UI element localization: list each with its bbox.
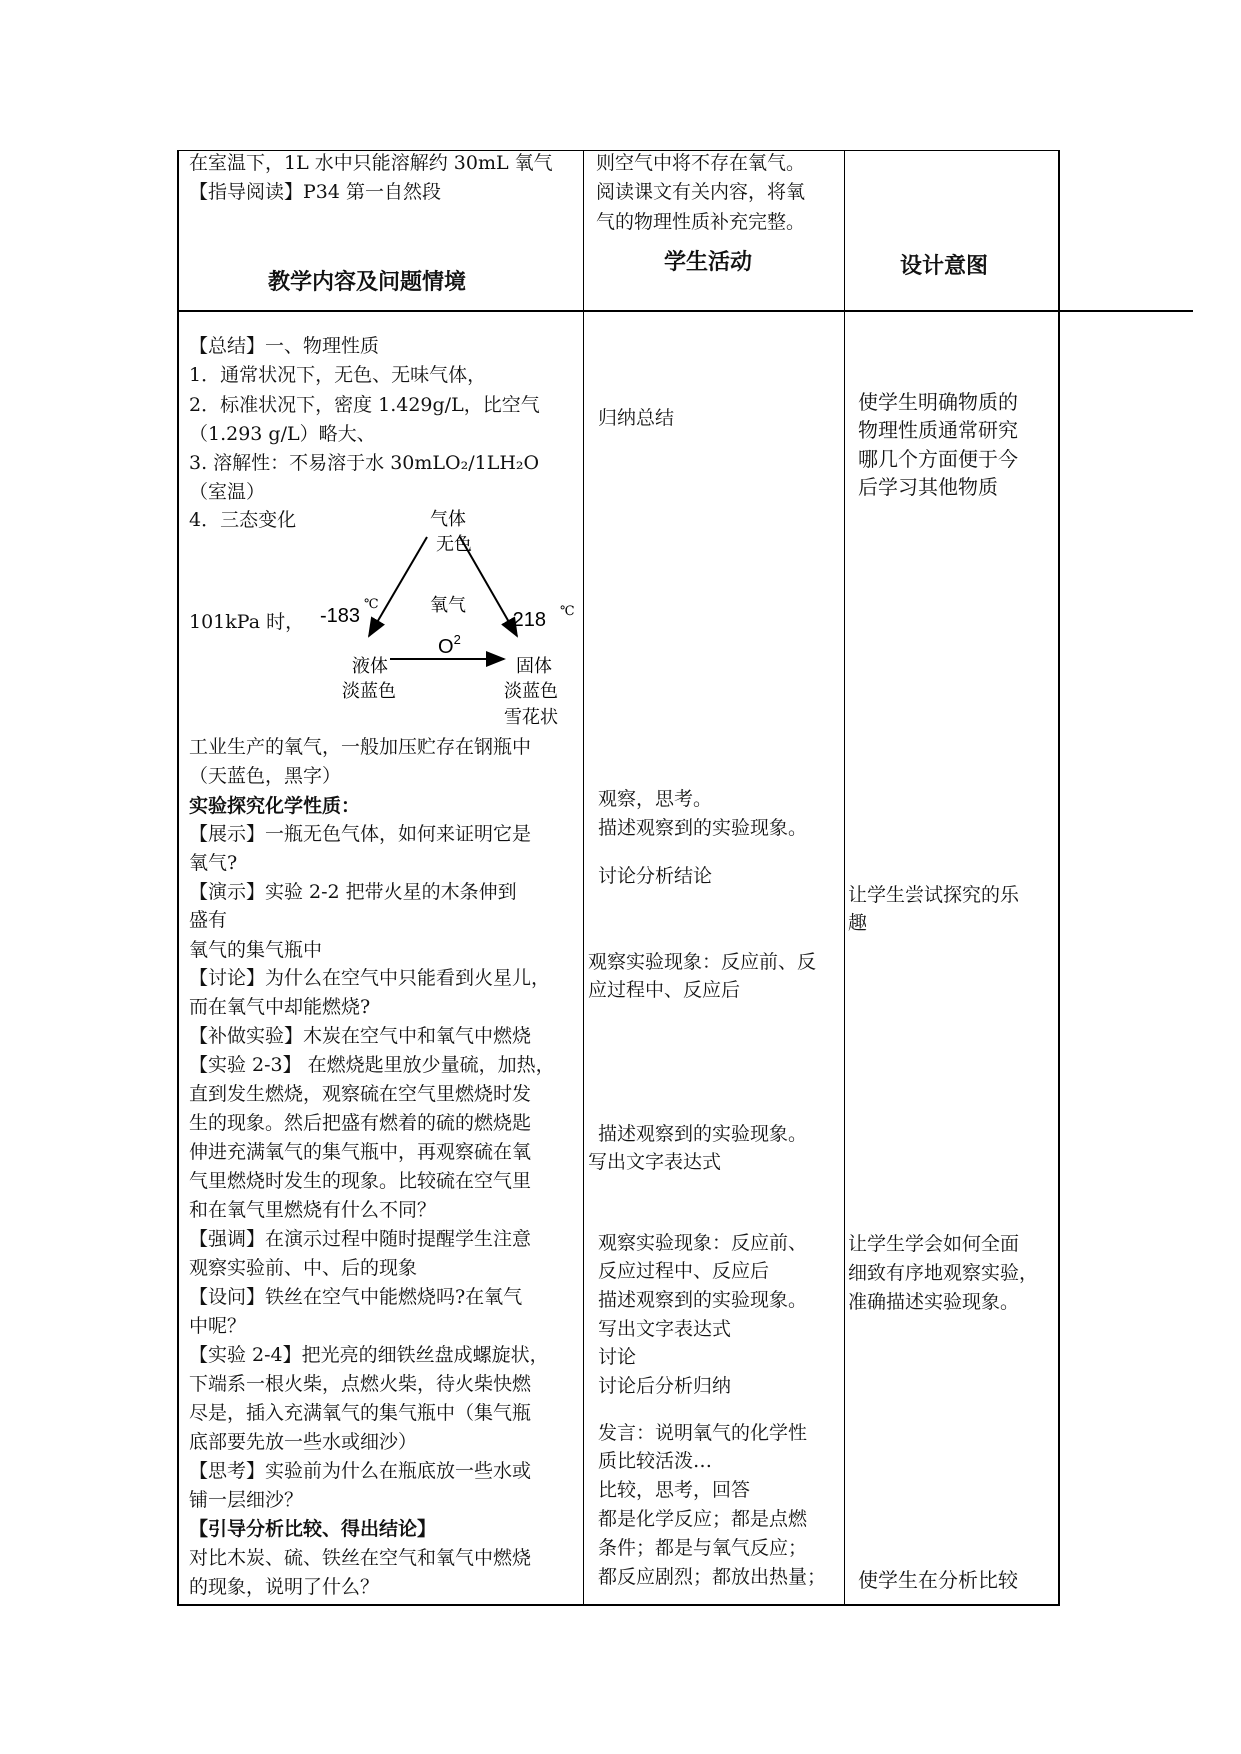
guide-heading: 【引导分析比较、得出结论】 [189, 1518, 437, 1540]
activity-line: 写出文字表达式 [598, 1318, 732, 1340]
property-2b: （1.293 g/L）略大、 [189, 423, 376, 445]
header-student-activity: 学生活动 [664, 250, 753, 275]
activity-line: 都是化学反应；都是点燃 [598, 1508, 808, 1530]
column-divider-2 [844, 150, 845, 1606]
explore-heading: 实验探究化学性质： [189, 795, 361, 817]
property-2: 2．标准状况下，密度 1.429g/L，比空气 [189, 394, 540, 416]
oxygen-center-label: 氧气 [430, 595, 466, 616]
gas-label: 气体 [430, 509, 466, 530]
intent-line: 让学生尝试探究的乐 [848, 884, 1020, 906]
body-line: 氧气? [189, 852, 238, 874]
property-3: 3. 溶解性：不易溶于水 30mLO₂/1LH₂O [189, 452, 540, 474]
temp-right: -218 [506, 609, 547, 631]
summary-heading: 【总结】一、物理性质 [189, 335, 380, 357]
industry-line-2: （天蓝色，黑字） [189, 765, 342, 787]
solid-label: 固体 [516, 656, 552, 677]
column-divider-1 [583, 150, 584, 1606]
activity-line: 描述观察到的实验现象。 [598, 1123, 808, 1145]
final-question-1: 对比木炭、硫、铁丝在空气和氧气中燃烧 [189, 1547, 532, 1569]
body-line: 尽是，插入充满氧气的集气瓶中（集气瓶 [189, 1402, 532, 1424]
header-row-rule [177, 310, 1193, 312]
gas-to-liquid-arrow [369, 537, 427, 636]
activity-line: 观察实验现象：反应前、反 [588, 951, 817, 973]
body-line: 【设问】铁丝在空气中能燃烧吗?在氧气 [189, 1286, 523, 1308]
intent-line: 准确描述实验现象。 [848, 1291, 1020, 1313]
top-row-text-1: 在室温下，1L 水中只能溶解约 30mL 氧气 [189, 152, 553, 174]
intent-line: 细致有序地观察实验， [848, 1262, 1039, 1284]
intent-line: 哪几个方面便于今 [858, 447, 1018, 471]
liquid-color-label: 淡蓝色 [342, 681, 396, 702]
final-question-2: 的现象，说明了什么？ [189, 1576, 380, 1598]
activity-line: 比较，思考，回答 [598, 1479, 751, 1501]
liquid-label: 液体 [352, 656, 388, 677]
temp-left-unit: ℃ [364, 597, 379, 612]
intent-line: 使学生明确物质的 [858, 390, 1018, 414]
activity-line: 都反应剧烈；都放出热量； [598, 1566, 827, 1588]
body-line: 观察实验前、中、后的现象 [189, 1257, 418, 1279]
body-line: 【思考】实验前为什么在瓶底放一些水或 [189, 1460, 532, 1482]
activity-summarize: 归纳总结 [598, 407, 675, 429]
body-line: 而在氧气中却能燃烧? [189, 996, 371, 1018]
body-line: 直到发生燃烧，观察硫在空气里燃烧时发 [189, 1083, 532, 1105]
top-row-activity-1: 则空气中将不存在氧气。 [596, 152, 806, 174]
activity-line: 质比较活泼… [598, 1450, 713, 1472]
activity-line: 反应过程中、反应后 [598, 1260, 770, 1282]
body-line: 铺一层细沙？ [189, 1489, 304, 1511]
header-teaching-content: 教学内容及问题情境 [268, 270, 467, 295]
property-3b: （室温） [189, 481, 266, 503]
body-line: 生的现象。然后把盛有燃着的硫的燃烧匙 [189, 1112, 532, 1134]
intent-line: 让学生学会如何全面 [848, 1233, 1020, 1255]
activity-line: 发言：说明氧气的化学性 [598, 1422, 808, 1444]
solid-color-label: 淡蓝色 [504, 681, 558, 702]
activity-line: 描述观察到的实验现象。 [598, 817, 808, 839]
activity-line: 描述观察到的实验现象。 [598, 1289, 808, 1311]
gas-color-label: 无色 [436, 534, 472, 555]
body-line: 盛有 [189, 909, 228, 931]
activity-line: 观察，思考。 [598, 788, 713, 810]
body-line: 【演示】实验 2-2 把带火星的木条伸到 [189, 881, 517, 903]
body-line: 【实验 2-4】把光亮的细铁丝盘成螺旋状， [189, 1344, 549, 1366]
body-line: 中呢？ [189, 1315, 247, 1337]
intent-line: 趣 [848, 912, 868, 934]
solid-shape-label: 雪花状 [504, 707, 558, 728]
body-line: 气里燃烧时发生的现象。比较硫在空气里 [189, 1170, 532, 1192]
activity-line: 应过程中、反应后 [588, 979, 741, 1001]
industry-line-1: 工业生产的氧气，一般加压贮存在钢瓶中 [189, 736, 532, 758]
body-line: 【实验 2-3】 在燃烧匙里放少量硫，加热， [189, 1054, 555, 1076]
activity-line: 观察实验现象：反应前、 [598, 1232, 808, 1254]
body-line: 下端系一根火柴，点燃火柴，待火柴快燃 [189, 1373, 532, 1395]
top-row-text-2: 【指导阅读】P34 第一自然段 [189, 181, 442, 203]
property-4: 4．三态变化 [189, 509, 297, 531]
activity-line: 写出文字表达式 [588, 1151, 722, 1173]
activity-line: 讨论后分析归纳 [598, 1375, 732, 1397]
intent-line: 物理性质通常研究 [858, 418, 1018, 442]
activity-line: 讨论分析结论 [598, 865, 713, 887]
intent-line: 后学习其他物质 [858, 475, 998, 499]
table-border-bottom [177, 1604, 1060, 1606]
body-line: 和在氧气里燃烧有什么不同？ [189, 1199, 437, 1221]
body-line: 【补做实验】木炭在空气中和氧气中燃烧 [189, 1025, 532, 1047]
body-line: 【讨论】为什么在空气中只能看到火星儿， [189, 967, 551, 989]
activity-line: 讨论 [598, 1346, 637, 1368]
activity-line: 条件；都是与氧气反应； [598, 1537, 808, 1559]
header-design-intent: 设计意图 [900, 254, 989, 279]
state-change-diagram [320, 505, 582, 730]
body-line: 【展示】一瓶无色气体，如何来证明它是 [189, 823, 532, 845]
body-line: 【强调】在演示过程中随时提醒学生注意 [189, 1228, 532, 1250]
property-1: 1．通常状况下，无色、无味气体， [189, 364, 487, 386]
extended-column-divider [1058, 310, 1059, 1606]
temp-left: -183 [320, 605, 361, 627]
top-row-activity-2: 阅读课文有关内容，将氧 [596, 181, 806, 203]
body-line: 底部要先放一些水或细沙） [189, 1431, 418, 1453]
pressure-label: 101kPa 时， [189, 611, 305, 633]
temp-right-unit: ℃ [560, 604, 575, 619]
table-border-left [177, 150, 179, 1606]
body-line: 氧气的集气瓶中 [189, 939, 323, 961]
body-line: 伸进充满氧气的集气瓶中，再观察硫在氧 [189, 1141, 532, 1163]
intent-line: 使学生在分析比较 [858, 1568, 1018, 1592]
top-row-activity-3: 气的物理性质补充完整。 [596, 211, 806, 233]
oxygen-formula: $O^2$ [438, 632, 461, 658]
